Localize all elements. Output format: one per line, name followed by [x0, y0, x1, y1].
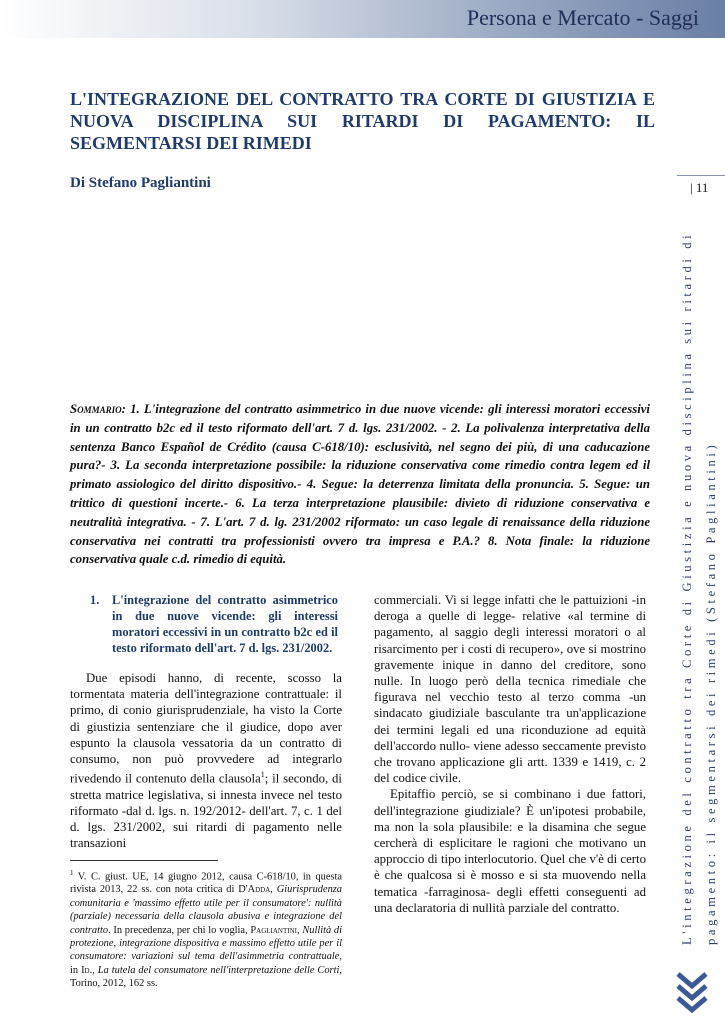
section-heading	[70, 592, 342, 656]
footnote-rule	[70, 860, 218, 861]
section-number: 1.	[90, 593, 100, 607]
article-author: Di Stefano Pagliantini	[70, 175, 211, 191]
body-text-cont: ; il secondo, di stretta matrice legislativa, si innesta invece nel testo riformato -dal d. lgs. n. 192/2012- dell'art. 7, c. 1 del d. lgs. 231/2002, sui ritardi di pagamento nelle transazioni	[70, 771, 342, 851]
section-heading-text: L'integrazione del contratto asimmetrico in due nuove vicende: gli interessi moratori eccessivi in un contratto b2c ed il testo riformato dell'art. 7 d. lgs. 231/2002.	[112, 593, 338, 655]
body-paragraph: commerciali. Vi si legge infatti che le pattuizioni -in deroga a quelle di legge- relative «al termine di pagamento, al saggio degli interessi moratori o al risarcimento per i costi di recupero», ove si mostrino gravemente inique in danno del creditore, sono nulle. In luogo però della tecnica rimediale che figurava nel vecchio testo al terzo comma -un sindacato giudiziale basculante tra un'applicazione dei termini legali ed una riconduzione ad equità dell'accordo nullo- viene adesso seccamente previsto che trovano applicazione gli artt. 1339 e 1419, c. 2 del codice civile.	[374, 593, 646, 786]
chevron-down-icon	[672, 968, 712, 1020]
footnote: $^1$ V. C. giust. UE, 14 giugno 2012, causa C-618/10, in questa rivista 2013, 22 ss. con nota critica di D'Adda, Giurisprudenza comunitaria e 'massimo effetto utile per il consumatore': nullità (parziale) necessaria della clausola abusiva e integrazione del contratto. In precedenza, per chi lo voglia, Pagliantini, Nullità di protezione, integrazione dispositiva e massimo effetto utile per il consumatore: variazioni sul tema dell'asimmetria contrattuale, in Id., La tutela del consumatore nell'interpretazione delle Corti, Torino, 2012, 162 ss.	[70, 868, 343, 990]
running-title-line-2: pagamento: il segmentarsi dei rimedi (Stefano Pagliantini)	[704, 441, 718, 945]
summary-text: 1. L'integrazione del contratto asimmetrico in due nuove vicende: gli interessi moratori eccessivi in un contratto b2c ed il testo riformato dell'art. 7 d. lgs. 231/2002. - 2. La polivalenza interpretativa della sentenza Banco Español de Crédito (causa C-618/10): esclusività, nel segno dei più, di una caducazione pura?- 3. La seconda interpretazione possibile: la riduzione conservativa come rimedio contra legem ed il primato assiologico del diritto dispositivo.- 4. Segue: la deterrenza limitata della pronuncia. 5. Segue: un trittico di questioni incerte.- 6. La terza interpretazione plausibile: divieto di riduzione conservativa e neutralità integrativa. - 7. L'art. 7 d. lg. 231/2002 riformato: un caso legale di renaissance della riduzione conservativa nei contratti tra professionisti ovvero tra impresa e P.A.? 8. Nota finale: la riduzione conservativa quale c.d. rimedio di equità.	[70, 402, 650, 567]
journal-title: Persona e Mercato - Saggi	[466, 5, 699, 30]
body-text: Due episodi hanno, di recente, scosso la tormentata materia dell'integrazione contrattuale: il primo, di conio giurisprudenziale, ha visto la Corte di giustizia sentenziare che il giudice, dopo aver espunto la clausola vessatoria da un contratto di consumo, non può provvedere ad integrarlo rivedendo il contenuto della clausola	[70, 671, 342, 786]
body-paragraph	[70, 670, 342, 852]
left-column	[70, 592, 342, 991]
running-title-vertical	[675, 185, 723, 945]
page-number-rule	[677, 175, 725, 176]
summary-block	[70, 400, 650, 569]
summary-label: Sommario:	[70, 402, 126, 416]
running-title-line-1: L'integrazione del contratto tra Corte di Giustizia e nuova disciplina sui ritardi di	[680, 231, 694, 945]
footnote-ref: 1	[260, 770, 265, 780]
journal-header-bar	[0, 0, 725, 38]
page-number: | 11	[690, 180, 709, 195]
right-column	[374, 592, 646, 916]
article-title: L'INTEGRAZIONE DEL CONTRATTO TRA CORTE DI GIUSTIZIA E NUOVA DISCIPLINA SUI RITARDI DI PAGAMENTO: IL SEGMENTARSI DEI RIMEDI	[70, 89, 655, 153]
body-paragraph: Epitaffio perciò, se si combinano i due fattori, dell'integrazione giudiziale? È un'ipotesi probabile, ma non la sola plausibile: e la disamina che segue cercherà di esplicitare le ragioni che motivano un approccio di tipo interlocutorio. Quel che v'è di certo è che qualcosa si è mosso e si sta muovendo nella tematica -farraginosa- degli effetti conseguenti ad una declaratoria di nullità parziale del contratto.	[374, 787, 646, 915]
